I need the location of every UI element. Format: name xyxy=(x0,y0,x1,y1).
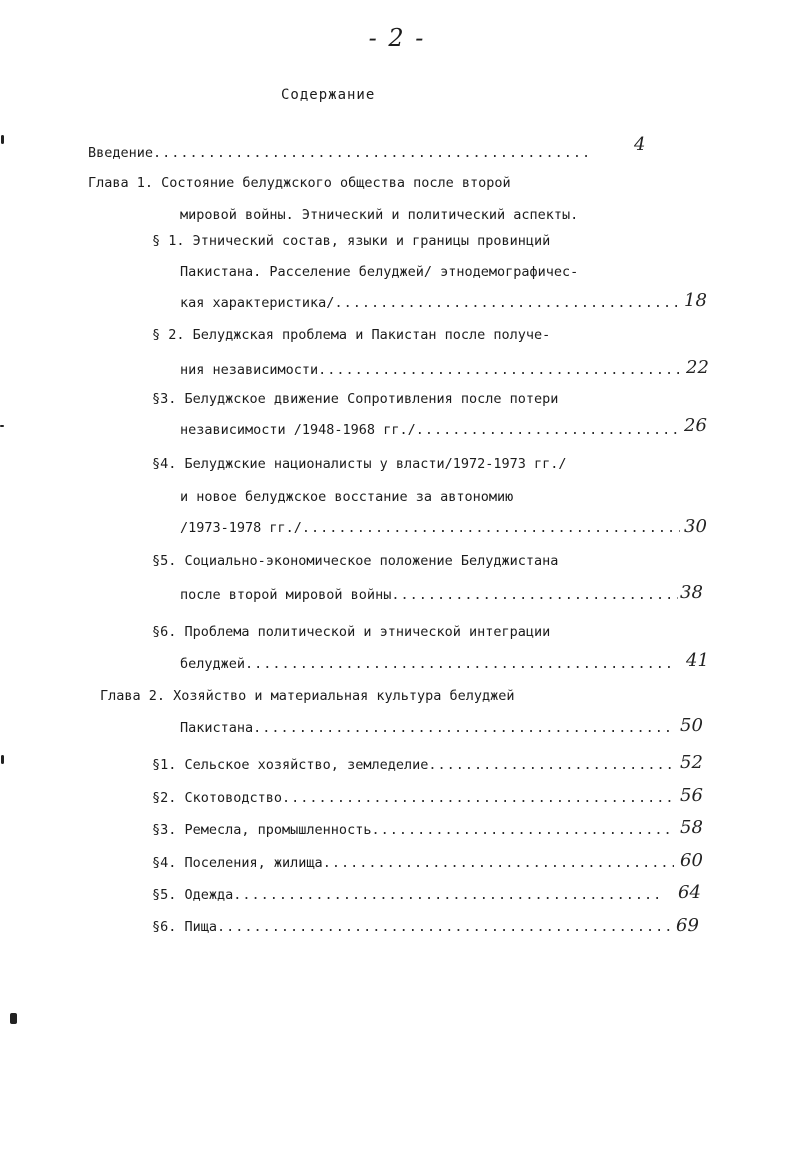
scan-mark xyxy=(10,1013,17,1024)
toc-entry-line: §3. Белуджское движение Сопротивления после потери xyxy=(152,391,559,407)
toc-entry-line: Глава 2. Хозяйство и материальная культура белуджей xyxy=(100,688,515,704)
toc-entry-line xyxy=(180,584,678,606)
toc-entry-line: мировой войны. Этнический и политический аспекты. xyxy=(180,207,579,223)
toc-page-number: 26 xyxy=(684,415,707,436)
toc-entry-title: §6. Пища xyxy=(152,919,218,935)
dot-leader xyxy=(302,517,680,539)
toc-entry-line: § 2. Белуджская проблема и Пакистан после получе- xyxy=(152,327,551,343)
toc-page-number: 58 xyxy=(680,817,703,838)
toc-entry-line xyxy=(180,292,678,314)
scan-mark xyxy=(1,135,4,144)
toc-entry-title: §1. Сельское хозяйство, земледелие xyxy=(152,757,429,773)
toc-entry-line xyxy=(152,819,674,841)
dot-leader xyxy=(323,852,674,874)
toc-page-number: 50 xyxy=(680,715,703,736)
toc-entry-line: §5. Социально-экономическое положение Белуджистана xyxy=(152,553,559,569)
dot-leader xyxy=(416,419,678,441)
toc-entry-line: §6. Проблема политической и этнической интеграции xyxy=(152,624,551,640)
toc-entry-line xyxy=(180,359,680,381)
dot-leader xyxy=(253,717,674,739)
toc-entry-line xyxy=(180,517,680,539)
toc-entry-line xyxy=(180,717,674,739)
toc-entry-line xyxy=(152,916,670,938)
toc-page-number: 64 xyxy=(678,882,701,903)
toc-entry-title: §3. Ремесла, промышленность xyxy=(152,822,372,838)
toc-entry-line xyxy=(152,884,662,906)
scan-mark xyxy=(0,425,4,427)
dot-leader xyxy=(217,916,670,938)
dot-leader xyxy=(245,653,674,675)
toc-page-number: 4 xyxy=(634,134,646,155)
toc-page-number: 18 xyxy=(684,290,707,311)
toc-entry-title: независимости /1948-1968 гг./ xyxy=(180,422,416,438)
dot-leader xyxy=(318,359,680,381)
toc-entry-title: Введение xyxy=(88,145,154,161)
toc-entry-line xyxy=(180,653,674,675)
toc-entry-line xyxy=(152,852,674,874)
toc-entry-title: кая характеристика/ xyxy=(180,295,335,311)
toc-entry-line: Пакистана. Расселение белуджей/ этнодемографичес- xyxy=(180,264,579,280)
dot-leader xyxy=(391,584,678,606)
dot-leader xyxy=(334,292,678,314)
toc-heading: Содержание xyxy=(281,87,376,103)
toc-entry-title: /1973-1978 гг./ xyxy=(180,520,302,536)
toc-entry-line: Глава 1. Состояние белуджского общества после второй xyxy=(88,175,511,191)
dot-leader xyxy=(371,819,674,841)
toc-page-number: 38 xyxy=(680,582,703,603)
toc-entry-line xyxy=(180,419,678,441)
toc-entry-title: §4. Поселения, жилища xyxy=(152,855,323,871)
toc-page-number: 41 xyxy=(686,650,709,671)
toc-entry-title: ния независимости xyxy=(180,362,319,378)
toc-entry-line: § 1. Этнический состав, языки и границы провинций xyxy=(152,233,551,249)
toc-entry-line: и новое белуджское восстание за автономию xyxy=(180,489,514,505)
toc-entry-title: после второй мировой войны xyxy=(180,587,392,603)
toc-page-number: 60 xyxy=(680,850,703,871)
toc-entry-title: §5. Одежда xyxy=(152,887,234,903)
dot-leader xyxy=(153,142,588,164)
toc-entry-line xyxy=(152,754,674,776)
toc-entry-title: §2. Скотоводство xyxy=(152,790,283,806)
page-number: - 2 - xyxy=(368,24,426,52)
toc-page-number: 69 xyxy=(676,915,699,936)
scan-mark xyxy=(1,755,4,764)
dot-leader xyxy=(428,754,674,776)
toc-page-number: 22 xyxy=(686,357,709,378)
dot-leader xyxy=(233,884,662,906)
toc-entry-title: Пакистана xyxy=(180,720,254,736)
toc-page-number: 30 xyxy=(684,516,707,537)
toc-entry-line xyxy=(88,142,588,164)
toc-entry-title: белуджей xyxy=(180,656,246,672)
toc-entry-line: §4. Белуджские националисты у власти/1972-1973 гг./ xyxy=(152,456,567,472)
toc-page-number: 52 xyxy=(680,752,703,773)
toc-entry-line xyxy=(152,787,674,809)
toc-page-number: 56 xyxy=(680,785,703,806)
dot-leader xyxy=(282,787,674,809)
